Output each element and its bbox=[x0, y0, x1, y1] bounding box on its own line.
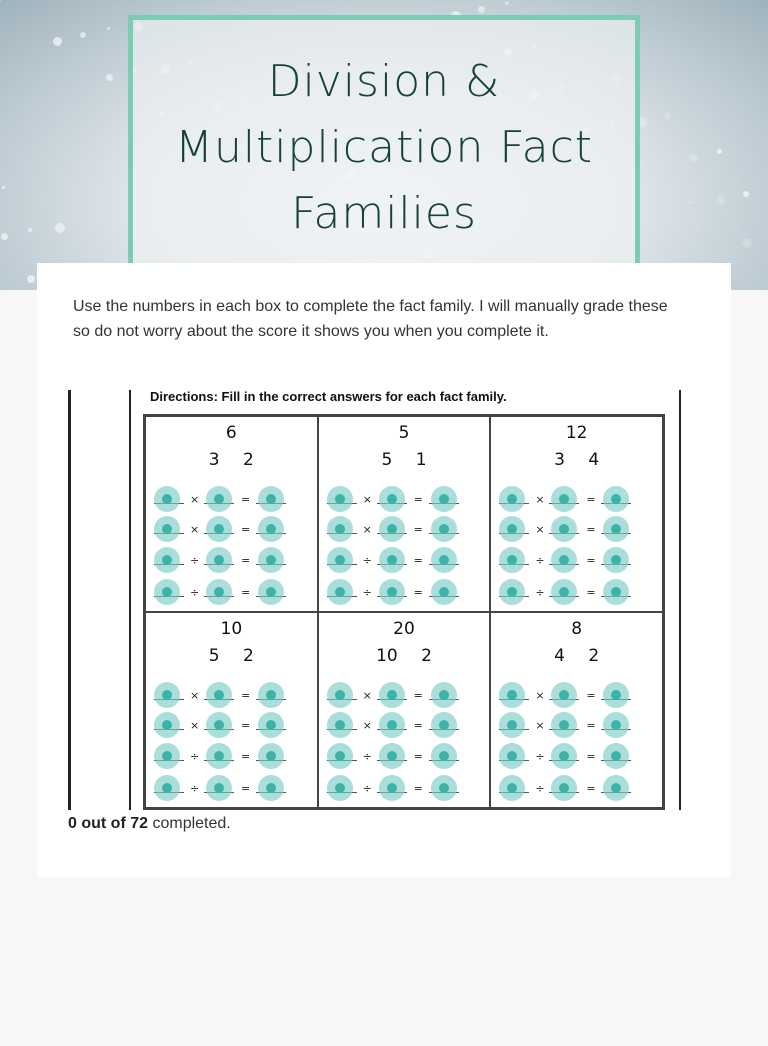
drop-target-hotspot[interactable] bbox=[603, 775, 629, 801]
fact-family-box bbox=[490, 612, 663, 808]
snowflake-decoration bbox=[664, 112, 671, 119]
factor-numbers: 3 4 bbox=[554, 450, 600, 470]
drop-target-hotspot[interactable] bbox=[327, 743, 353, 769]
drop-target-hotspot[interactable] bbox=[499, 712, 525, 738]
drop-target-hotspot[interactable] bbox=[258, 682, 284, 708]
equals-sign: = bbox=[586, 782, 596, 795]
operator-sign: × bbox=[190, 689, 200, 702]
drop-target-hotspot[interactable] bbox=[551, 743, 577, 769]
equals-sign: = bbox=[413, 689, 423, 702]
equals-sign: = bbox=[241, 586, 251, 599]
page-title bbox=[175, 39, 593, 247]
drop-target-hotspot[interactable] bbox=[154, 579, 180, 605]
drop-target-hotspot[interactable] bbox=[379, 579, 405, 605]
drop-target-hotspot[interactable] bbox=[603, 712, 629, 738]
operator-sign: ÷ bbox=[362, 586, 372, 599]
fact-family-box bbox=[145, 612, 318, 808]
drop-target-hotspot[interactable] bbox=[327, 486, 353, 512]
drop-target-hotspot[interactable] bbox=[499, 682, 525, 708]
drop-target-hotspot[interactable] bbox=[499, 579, 525, 605]
fact-family-box bbox=[318, 416, 491, 612]
drop-target-hotspot[interactable] bbox=[154, 547, 180, 573]
drop-target-hotspot[interactable] bbox=[431, 486, 457, 512]
drop-target-hotspot[interactable] bbox=[551, 486, 577, 512]
operator-sign: ÷ bbox=[362, 750, 372, 763]
operator-sign: × bbox=[535, 719, 545, 732]
equals-sign: = bbox=[413, 750, 423, 763]
drop-target-hotspot[interactable] bbox=[431, 547, 457, 573]
operator-sign: × bbox=[362, 719, 372, 732]
snowflake-decoration bbox=[106, 74, 113, 81]
drop-target-hotspot[interactable] bbox=[603, 682, 629, 708]
drop-target-hotspot[interactable] bbox=[206, 516, 232, 542]
equals-sign: = bbox=[413, 586, 423, 599]
operator-sign: ÷ bbox=[362, 782, 372, 795]
drop-target-hotspot[interactable] bbox=[499, 743, 525, 769]
drop-target-hotspot[interactable] bbox=[551, 547, 577, 573]
divider-line bbox=[129, 390, 131, 810]
drop-target-hotspot[interactable] bbox=[258, 547, 284, 573]
operator-sign: ÷ bbox=[535, 782, 545, 795]
drop-target-hotspot[interactable] bbox=[499, 775, 525, 801]
factor-numbers: 5 2 bbox=[208, 646, 254, 666]
operator-sign: ÷ bbox=[190, 554, 200, 567]
drop-target-hotspot[interactable] bbox=[206, 547, 232, 573]
fact-family-box bbox=[318, 612, 491, 808]
equals-sign: = bbox=[241, 719, 251, 732]
factor-numbers: 3 2 bbox=[208, 450, 254, 470]
drop-target-hotspot[interactable] bbox=[379, 516, 405, 542]
snowflake-decoration bbox=[689, 201, 692, 204]
title-line: Division & bbox=[267, 55, 501, 107]
snowflake-decoration bbox=[53, 37, 62, 46]
drop-target-hotspot[interactable] bbox=[258, 775, 284, 801]
drop-target-hotspot[interactable] bbox=[206, 743, 232, 769]
divider-line bbox=[68, 390, 71, 810]
product-number: 12 bbox=[565, 423, 588, 443]
drop-target-hotspot[interactable] bbox=[154, 775, 180, 801]
snowflake-decoration bbox=[743, 191, 749, 197]
equals-sign: = bbox=[586, 523, 596, 536]
completion-status bbox=[68, 815, 231, 833]
drop-target-hotspot[interactable] bbox=[327, 547, 353, 573]
equals-sign: = bbox=[586, 554, 596, 567]
operator-sign: × bbox=[190, 523, 200, 536]
snowflake-decoration bbox=[2, 186, 5, 189]
drop-target-hotspot[interactable] bbox=[551, 712, 577, 738]
title-box bbox=[128, 15, 640, 265]
title-line: Families bbox=[291, 187, 477, 239]
drop-target-hotspot[interactable] bbox=[431, 743, 457, 769]
drop-target-hotspot[interactable] bbox=[379, 682, 405, 708]
drop-target-hotspot[interactable] bbox=[327, 682, 353, 708]
snowflake-decoration bbox=[1, 233, 8, 240]
drop-target-hotspot[interactable] bbox=[551, 579, 577, 605]
equals-sign: = bbox=[241, 493, 251, 506]
snowflake-decoration bbox=[80, 32, 86, 38]
drop-target-hotspot[interactable] bbox=[206, 579, 232, 605]
drop-target-hotspot[interactable] bbox=[431, 775, 457, 801]
drop-target-hotspot[interactable] bbox=[154, 486, 180, 512]
snowflake-decoration bbox=[717, 149, 722, 154]
operator-sign: × bbox=[362, 493, 372, 506]
snowflake-decoration bbox=[716, 196, 725, 205]
drop-target-hotspot[interactable] bbox=[154, 712, 180, 738]
equals-sign: = bbox=[241, 689, 251, 702]
drop-target-hotspot[interactable] bbox=[551, 516, 577, 542]
drop-target-hotspot[interactable] bbox=[206, 682, 232, 708]
drop-target-hotspot[interactable] bbox=[206, 775, 232, 801]
operator-sign: ÷ bbox=[190, 586, 200, 599]
instructions-text: Use the numbers in each box to complete the fact family. I will manually grade these so do not worry about the score it shows you when you complete it. bbox=[73, 298, 668, 340]
drop-target-hotspot[interactable] bbox=[499, 516, 525, 542]
fact-family-box bbox=[145, 416, 318, 612]
drop-target-hotspot[interactable] bbox=[431, 579, 457, 605]
operator-sign: × bbox=[535, 523, 545, 536]
equals-sign: = bbox=[241, 523, 251, 536]
drop-target-hotspot[interactable] bbox=[431, 682, 457, 708]
operator-sign: ÷ bbox=[535, 554, 545, 567]
fact-family-grid bbox=[143, 414, 665, 810]
equals-sign: = bbox=[586, 493, 596, 506]
equals-sign: = bbox=[413, 719, 423, 732]
snowflake-decoration bbox=[742, 238, 752, 248]
factor-numbers: 10 2 bbox=[376, 646, 432, 666]
drop-target-hotspot[interactable] bbox=[499, 486, 525, 512]
operator-sign: × bbox=[535, 493, 545, 506]
drop-target-hotspot[interactable] bbox=[431, 712, 457, 738]
drop-target-hotspot[interactable] bbox=[258, 579, 284, 605]
factor-numbers: 5 1 bbox=[381, 450, 427, 470]
drop-target-hotspot[interactable] bbox=[379, 775, 405, 801]
drop-target-hotspot[interactable] bbox=[154, 516, 180, 542]
drop-target-hotspot[interactable] bbox=[379, 712, 405, 738]
product-number: 10 bbox=[220, 619, 243, 639]
drop-target-hotspot[interactable] bbox=[327, 579, 353, 605]
snowflake-decoration bbox=[663, 159, 665, 161]
snowflake-decoration bbox=[478, 6, 485, 13]
equals-sign: = bbox=[413, 493, 423, 506]
drop-target-hotspot[interactable] bbox=[154, 743, 180, 769]
drop-target-hotspot[interactable] bbox=[379, 743, 405, 769]
product-number: 8 bbox=[571, 619, 583, 639]
snowflake-decoration bbox=[107, 27, 110, 30]
equals-sign: = bbox=[413, 782, 423, 795]
drop-target-hotspot[interactable] bbox=[327, 712, 353, 738]
drop-target-hotspot[interactable] bbox=[603, 743, 629, 769]
product-number: 5 bbox=[398, 423, 410, 443]
drop-target-hotspot[interactable] bbox=[499, 547, 525, 573]
drop-target-hotspot[interactable] bbox=[258, 486, 284, 512]
drop-target-hotspot[interactable] bbox=[551, 775, 577, 801]
divider-line bbox=[679, 390, 681, 810]
drop-target-hotspot[interactable] bbox=[603, 516, 629, 542]
equals-sign: = bbox=[241, 782, 251, 795]
operator-sign: ÷ bbox=[190, 750, 200, 763]
factor-numbers: 4 2 bbox=[554, 646, 600, 666]
drop-target-hotspot[interactable] bbox=[603, 486, 629, 512]
drop-target-hotspot[interactable] bbox=[206, 712, 232, 738]
drop-target-hotspot[interactable] bbox=[258, 516, 284, 542]
drop-target-hotspot[interactable] bbox=[551, 682, 577, 708]
operator-sign: ÷ bbox=[535, 586, 545, 599]
drop-target-hotspot[interactable] bbox=[379, 486, 405, 512]
drop-target-hotspot[interactable] bbox=[154, 682, 180, 708]
operator-sign: × bbox=[362, 689, 372, 702]
operator-sign: × bbox=[362, 523, 372, 536]
drop-target-hotspot[interactable] bbox=[379, 547, 405, 573]
equals-sign: = bbox=[241, 750, 251, 763]
operator-sign: × bbox=[190, 493, 200, 506]
operator-sign: × bbox=[190, 719, 200, 732]
operator-sign: ÷ bbox=[190, 782, 200, 795]
equals-sign: = bbox=[413, 523, 423, 536]
drop-target-hotspot[interactable] bbox=[327, 516, 353, 542]
equals-sign: = bbox=[586, 689, 596, 702]
drop-target-hotspot[interactable] bbox=[206, 486, 232, 512]
equals-sign: = bbox=[586, 586, 596, 599]
snowflake-decoration bbox=[27, 275, 35, 283]
product-number: 20 bbox=[393, 619, 415, 639]
drop-target-hotspot[interactable] bbox=[603, 579, 629, 605]
snowflake-decoration bbox=[505, 1, 509, 5]
equals-sign: = bbox=[586, 750, 596, 763]
drop-target-hotspot[interactable] bbox=[258, 712, 284, 738]
operator-sign: ÷ bbox=[535, 750, 545, 763]
equals-sign: = bbox=[586, 719, 596, 732]
snowflake-decoration bbox=[690, 154, 698, 162]
completed-count: 0 out of 72 bbox=[68, 815, 149, 832]
directions-text: Directions: Fill in the correct answers for each fact family. bbox=[150, 389, 507, 404]
drop-target-hotspot[interactable] bbox=[258, 743, 284, 769]
equals-sign: = bbox=[241, 554, 251, 567]
snowflake-decoration bbox=[55, 223, 65, 233]
equals-sign: = bbox=[413, 554, 423, 567]
operator-sign: × bbox=[535, 689, 545, 702]
product-number: 6 bbox=[225, 423, 237, 443]
snowflake-decoration bbox=[0, 0, 2, 2]
drop-target-hotspot[interactable] bbox=[327, 775, 353, 801]
drop-target-hotspot[interactable] bbox=[431, 516, 457, 542]
drop-target-hotspot[interactable] bbox=[603, 547, 629, 573]
title-line: Multiplication Fact bbox=[174, 121, 594, 173]
operator-sign: ÷ bbox=[362, 554, 372, 567]
fact-family-box bbox=[490, 416, 663, 612]
completed-label: completed. bbox=[148, 815, 231, 832]
snowflake-decoration bbox=[28, 228, 32, 232]
